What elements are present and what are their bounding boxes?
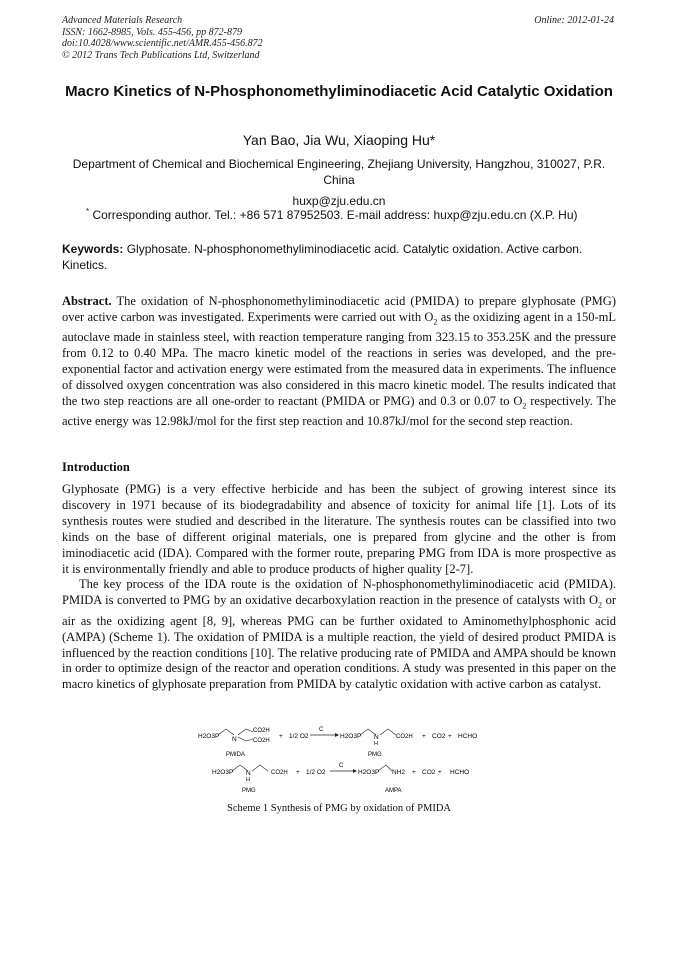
r1-bond-3 [238, 737, 253, 741]
issn-line: ISSN: 1662-8985, Vols. 455-456, pp 872-879 [62, 26, 242, 38]
corresponding-text: Corresponding author. Tel.: +86 571 87952503. E-mail address: huxp@zju.edu.cn (X.P. Hu) [92, 208, 578, 222]
paper-title: Macro Kinetics of N-Phosphonomethyliminodiacetic Acid Catalytic Oxidation [65, 83, 613, 100]
r2-arrow-head [353, 769, 357, 773]
r2-product-formula: H2O3P [358, 769, 380, 776]
r1-oxygen: 1/2 O2 [289, 733, 309, 740]
r2-oxygen: 1/2 O2 [306, 769, 326, 776]
r1-product-bond-2 [380, 729, 396, 735]
r2-co2h: CO2H [271, 770, 288, 776]
r2-plus-3: + [438, 769, 442, 776]
label-ampa: AMPA [385, 788, 402, 794]
label-pmg-top: PMG [368, 752, 382, 758]
r1-reactant-formula: H2O3P [198, 733, 220, 740]
r1-product-hydrogen: H [374, 741, 378, 747]
author-email: huxp@zju.edu.cn [292, 194, 386, 208]
introduction-heading: Introduction [62, 460, 130, 474]
r1-plus-3: + [448, 733, 452, 740]
journal-name: Advanced Materials Research [62, 15, 183, 26]
authors: Yan Bao, Jia Wu, Xiaoping Hu* [242, 132, 436, 148]
r2-nitrogen: N [246, 770, 251, 777]
abstract-text-1: The oxidation of N-phosphonomethyliminodiacetic acid (PMIDA) to prepare glyphosate (PMG) over active carbon was investigated. Experiments were carried out with O [62, 294, 616, 324]
r2-product-bond [378, 765, 392, 771]
r2-nh2: NH2 [392, 769, 406, 776]
r1-hcho: HCHO [458, 733, 478, 740]
r1-arrow-head [335, 733, 339, 737]
r1-bond-1 [218, 729, 234, 735]
r1-product-co2h: CO2H [396, 734, 413, 740]
intro-p2-text-a: The key process of the IDA route is the oxidation of N-phosphonomethyliminodiacetic acid (PMIDA). PMIDA is converted to PMG by an oxidative decarboxylation reaction in the presence of catalysts with O [62, 577, 616, 608]
r2-hydrogen: H [246, 777, 250, 783]
abstract-text-2: as the oxidizing agent in a 150-mL autoclave made in stainless steel, with reaction temperature ranging from 323.15 to 353.25K and the pressure from 0.12 to 0.40 MPa. The macro kinetic model of the reactions in series was developed, and the pre-exponential factor and activation energy were estimated from the measured data in experiments. The influence of dissolved oxygen concentration was also considered in this macro kinetic model. The results indicated that the two step reactions are all one-order to reactant (PMIDA or PMG) and 0.3 or 0.07 to O [62, 309, 616, 408]
affiliation: Department of Chemical and Biochemical Engineering, Zhejiang University, Hangzhou, 310027, P.R. China [72, 157, 606, 187]
r1-co2: CO2 [432, 733, 446, 740]
intro-p2-text-b: or air as the oxidizing agent [8, 9], whereas PMG can be further oxidated to Aminomethylphosphonic acid (AMPA) (Scheme 1). The oxidation of PMIDA is a multiple reaction, the yield of desired product PMIDA is influenced by the reaction conditions [10]. The relative producing rate of PMIDA and AMPA should be known in order to optimize design of the reactor and operation conditions. A study was presented in this paper on the macro kinetics of glyphosate preparation from PMIDA by catalytic oxidation with active carbon as catalyst. [62, 593, 616, 692]
r1-product-nitrogen: N [374, 734, 379, 741]
intro-p2-sub: 2 [598, 600, 603, 610]
intro-paragraph-1: Glyphosate (PMG) is a very effective herbicide and has been the subject of growing interest since its discovery in 1971 because of its biodegradability and absence of toxicity for animal life [1]. Lots of its synthesis routes were studied and described in the literature. The synthesis routes can be classified into two kinds on the base of different original materials, one is prepared from glycine and the other is from iminodiacetic acid (IDA). Compared with the former route, preparing PMG from IDA is more prospective as it is environmentally friendly and able to produce products of higher quality [2-7]. [62, 482, 616, 576]
label-pmida: PMIDA [226, 752, 246, 758]
r2-co2: CO2 [422, 769, 436, 776]
r2-bond-2 [252, 765, 268, 771]
journal-metadata [62, 15, 263, 61]
r1-product-formula: H2O3P [340, 733, 362, 740]
doi-line: doi:10.4028/www.scientific.net/AMR.455-456.872 [62, 38, 263, 49]
r2-plus: + [296, 769, 300, 776]
r2-hcho: HCHO [450, 769, 470, 776]
r1-co2h-top: CO2H [253, 728, 270, 734]
abstract-label: Abstract. [62, 294, 112, 308]
reaction-scheme [180, 724, 500, 804]
introduction-body [62, 482, 616, 693]
keywords [62, 242, 616, 273]
abstract-sub-1: 2 [433, 317, 438, 327]
corresponding-author-note [86, 207, 578, 222]
keywords-text: Glyphosate. N-phosphonomethyliminodiacetic acid. Catalytic oxidation. Active carbon. Kinetics. [62, 242, 583, 272]
r1-plus: + [279, 733, 283, 740]
r1-bond-2 [238, 729, 253, 735]
r1-co2h-bottom: CO2H [253, 738, 270, 744]
abstract-text-3: respectively. The active energy was 12.98kJ/mol for the first step reaction and 10.87kJ/mol for the second step reaction. [62, 393, 616, 429]
r1-catalyst: C [319, 727, 324, 733]
r2-catalyst: C [339, 763, 344, 769]
label-pmg: PMG [242, 788, 256, 794]
r2-plus-2: + [412, 769, 416, 776]
scheme-caption: Scheme 1 Synthesis of PMG by oxidation of PMIDA [227, 803, 451, 814]
footnote-mark: * [86, 207, 90, 216]
intro-paragraph-2 [62, 577, 616, 693]
abstract-sub-2: 2 [522, 401, 527, 411]
r2-reactant-formula: H2O3P [212, 769, 234, 776]
copyright-line: © 2012 Trans Tech Publications Ltd, Switzerland [62, 49, 260, 61]
keywords-label: Keywords: [62, 242, 124, 256]
r1-plus-2: + [422, 733, 426, 740]
online-date: Online: 2012-01-24 [534, 15, 614, 26]
r1-nitrogen: N [232, 736, 237, 743]
abstract [62, 294, 616, 430]
